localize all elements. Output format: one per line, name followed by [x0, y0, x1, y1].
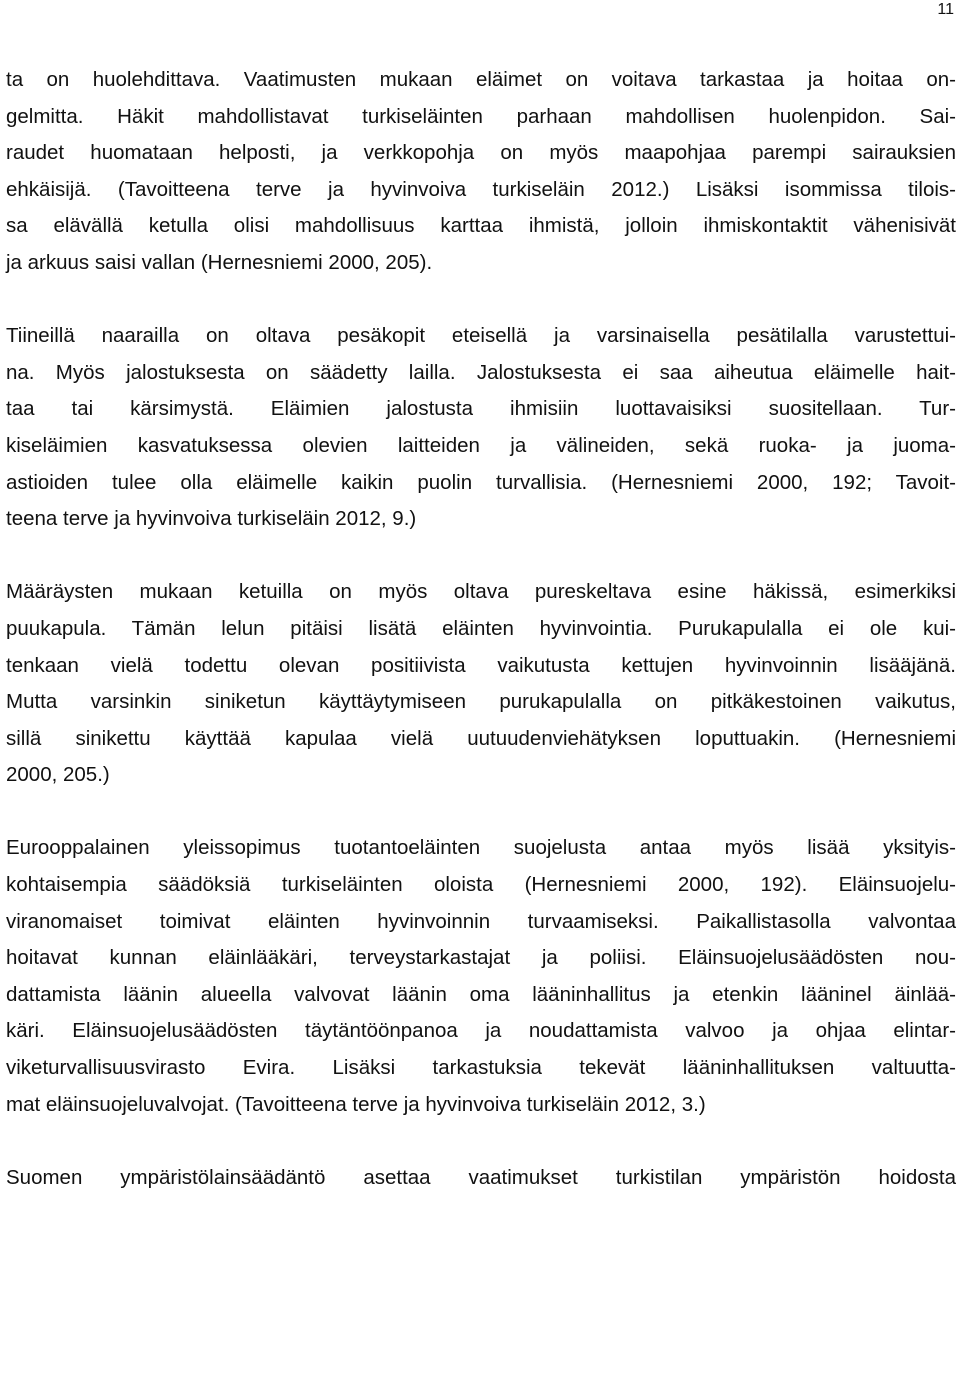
paragraph-2 [6, 318, 956, 538]
text-line: hoitavat kunnan eläinlääkäri, terveystarkastajat ja poliisi. Eläinsuojelusäädösten nou- [6, 946, 956, 970]
paragraph-spacer [6, 538, 956, 575]
paragraph-spacer [6, 1123, 956, 1160]
text-line: Tiineillä naarailla on oltava pesäkopit eteisellä ja varsinaisella pesätilalla varustettui- [6, 324, 956, 348]
text-line: kohtaisempia säädöksiä turkiseläinten oloista (Hernesniemi 2000, 192). Eläinsuojelu- [6, 873, 956, 897]
text-line: käri. Eläinsuojelusäädösten täytäntöönpanoa ja noudattamista valvoo ja ohjaa elintar- [6, 1019, 956, 1043]
text-line: teena terve ja hyvinvoiva turkiseläin 2012, 9.) [6, 507, 417, 531]
text-line: na. Myös jalostuksesta on säädetty lailla. Jalostuksesta ei saa aiheutua eläimelle hait- [6, 360, 956, 384]
text-line: sa elävällä ketulla olisi mahdollisuus karttaa ihmistä, jolloin ihmiskontaktit vähenisivät [6, 214, 956, 238]
text-line: gelmitta. Häkit mahdollistavat turkiseläinten parhaan mahdollisen huolenpidon. Sai- [6, 104, 956, 128]
text-line: astioiden tulee olla eläimelle kaikin puolin turvallisia. (Hernesniemi 2000, 192; Tavoit- [6, 470, 956, 494]
text-line: dattamista läänin alueella valvovat läänin oma lääninhallitus ja etenkin lääninel äinlää- [6, 982, 956, 1006]
paragraph-spacer [6, 794, 956, 831]
text-line: Eurooppalainen yleissopimus tuotantoeläinten suojelusta antaa myös lisää yksityis- [6, 836, 956, 860]
text-line: taa tai kärsimystä. Eläimien jalostusta ihmisiin luottavaisiksi suositellaan. Tur- [6, 397, 956, 421]
paragraph-4 [6, 830, 956, 1123]
text-line: ta on huolehdittava. Vaatimusten mukaan eläimet on voitava tarkastaa ja hoitaa on- [6, 68, 956, 91]
text-line: Suomen ympäristölainsäädäntö asettaa vaatimukset turkistilan ympäristön hoidosta [6, 1165, 956, 1189]
text-line: Mutta varsinkin siniketun käyttäytymiseen purukapulalla on pitkäkestoinen vaikutus, [6, 690, 956, 714]
text-line: viketurvallisuusvirasto Evira. Lisäksi tarkastuksia tekevät lääninhallituksen valtuutta- [6, 1056, 956, 1080]
text-line: ja arkuus saisi vallan (Hernesniemi 2000, 205). [6, 250, 433, 274]
text-line: sillä sinikettu käyttää kapulaa vielä uutuudenviehätyksen loputtuakin. (Hernesniemi [6, 726, 956, 750]
text-line: 2000, 205.) [6, 763, 110, 787]
paragraph-1 [6, 62, 956, 282]
text-line: viranomaiset toimivat eläinten hyvinvoinnin turvaamiseksi. Paikallistasolla valvontaa [6, 909, 956, 933]
text-line: puukapula. Tämän lelun pitäisi lisätä eläinten hyvinvointia. Purukapulalla ei ole kui- [6, 616, 956, 640]
paragraph-5 [6, 1160, 956, 1197]
paragraph-spacer [6, 282, 956, 319]
text-line: raudet huomataan helposti, ja verkkopohja on myös maapohjaa parempi sairauksien [6, 141, 956, 165]
paragraph-3 [6, 574, 956, 794]
page-number: 11 [937, 1, 954, 18]
text-line: Määräysten mukaan ketuilla on myös oltava pureskeltava esine häkissä, esimerkiksi [6, 580, 956, 604]
document-body [6, 62, 956, 1196]
text-line: tenkaan vielä todettu olevan positiivista vaikutusta kettujen hyvinvoinnin lisääjänä. [6, 653, 956, 677]
text-line: mat eläinsuojeluvalvojat. (Tavoitteena terve ja hyvinvoiva turkiseläin 2012, 3.) [6, 1092, 706, 1116]
text-line: ehkäisijä. (Tavoitteena terve ja hyvinvoiva turkiseläin 2012.) Lisäksi isommissa tilois- [6, 177, 956, 201]
text-line: kiseläimien kasvatuksessa olevien laitteiden ja välineiden, sekä ruoka- ja juoma- [6, 433, 956, 457]
